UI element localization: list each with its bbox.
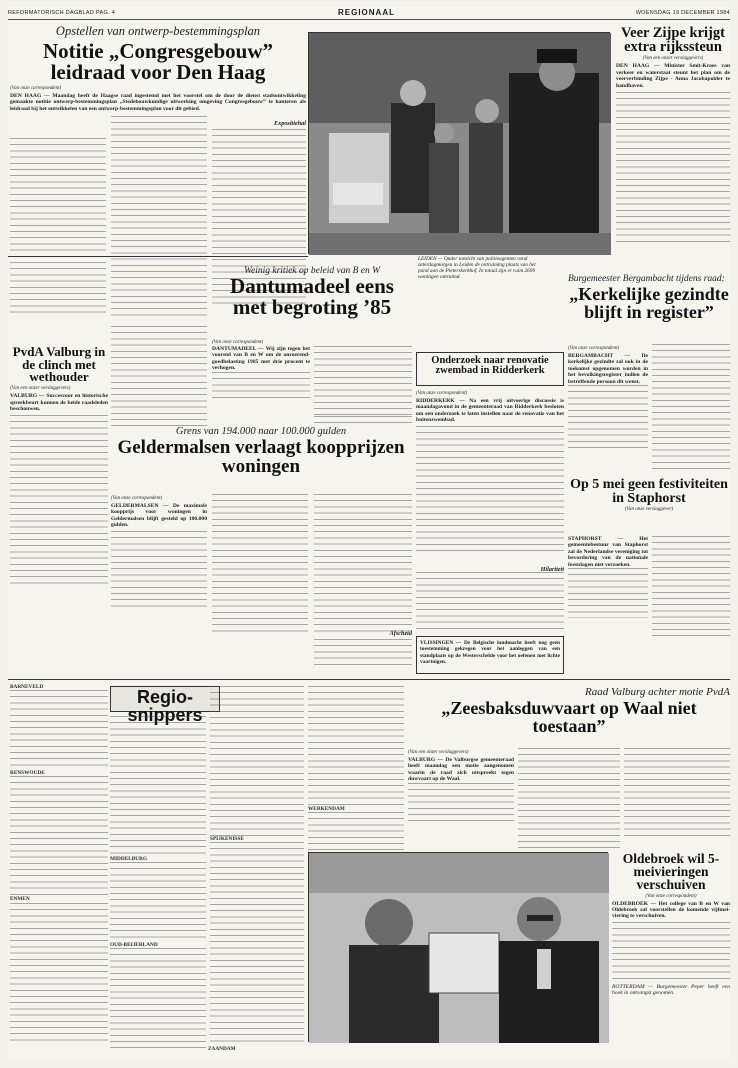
article-lead: DANTUMADEEL — Wij zijn tegen het voorstel van B en W om de onroerend-goedbelasting 1985 met drie procent te verhogen. [212,346,310,372]
article-lead: DEN HAAG — Maandag heeft de Haagse raad ingestemd met het voorstel om de door de dienst stadsontwikkeling gemaakte notitie ontwerp-bestemmingsplan „Stedebouwkundige uitwerking omgeving Congresgebouw” te hanteren als leidraad bij het ontwikkelen van een ontwerp-bestemmingsplan voor dit gebied. [10,93,306,112]
masthead-left: REFORMATORISCH DAGBLAD PAG. 4 [8,10,116,16]
article-body-col1 [10,138,106,316]
masthead-section: REGIONAAL [338,8,395,17]
article-subhead: Hilariteit [540,566,564,573]
article-bergambacht-col2 [652,344,730,474]
article-dantumadeel-head [212,266,412,346]
snippers-col2 [110,716,206,1058]
photo-caption: LEIDEN — Onder toezicht van politieagenten vond zaterdagmorgen in Leiden de ontruiming plaats van het pand aan de Pieterskerkhof. In totaal zijn er ruim 2600 woningen ontruimd. [418,256,536,280]
article-bergambacht-head [568,274,730,350]
article-lead: DEN HAAG — Minister Smit-Kroes van verkeer en waterstaat steunt het plan om de veerverbinding Zijpe - Anna Jacobapolder te handhaven. [616,63,730,89]
article-headline: Oldebroek wil 5-meivieringen verschuiven [622,851,720,893]
article-dantumadeel-col1 [212,346,310,416]
article-dantumadeel-end [314,416,412,424]
snipper-place: OUD-BEIJERLAND [110,942,158,949]
article-body-col2 [111,116,207,316]
article-dantumadeel-col2 [314,346,412,416]
article-lead: BERGAMBACHT — De kerkelijke gezindte zal ook in de toekomst opgenomen worden in het bevolkingsregister indien de betreffende persoon dit wenst. [568,353,648,385]
article-byline: (Van onze verslaggever) [624,507,674,513]
snippers-title-box [110,686,220,725]
article-subhead: Expositiehal [274,120,306,127]
snippers-col1 [10,684,108,1058]
article-kicker: Burgemeester Bergambacht tijdens raad: [568,274,725,284]
article-geldermalsen-head [111,426,411,490]
article-subhead: Afscheid [389,630,412,637]
snipper-place: WERKENDAM [308,806,345,812]
article-headline: Dantumadeel eens met begroting ’85 [230,274,394,319]
article-geldermalsen-col2 [212,494,308,634]
article-bergambacht-col1 [568,344,648,474]
article-headline: Op 5 mei geen festiviteiten in Staphorst [570,477,728,506]
article-headline: Veer Zijpe krijgt extra rijkssteun [621,25,725,56]
article-geldermalsen-col1 [111,494,207,634]
article-headline: Notitie „Congresgebouw” leidraad voor Den Haag [42,39,273,84]
masthead [8,6,730,20]
snipper-place: MIDDELBURG [110,856,148,862]
article-byline: (Van onze correspondent) [645,893,697,899]
snippers-col4 [308,686,404,866]
snipper-place: ZAANDAM [208,1046,236,1052]
article-lead: VALBURG — Succesvoor en historische spreekbeurt kunnen de beide raadsleden beschouwen. [10,393,108,413]
article-ridderkerk-body [416,389,564,569]
article-byline: (Van een onzer verslaggevers) [408,750,469,755]
article-ridderkerk-more [416,572,564,634]
article-lead-block [10,84,306,110]
article-kicker: Grens van 194.000 naar 100.000 gulden [175,426,347,437]
article-byline: (Van onze correspondent) [10,86,62,91]
article-congresgebouw-head [10,24,306,84]
notice-vlissingen [416,636,564,674]
article-zeesbaksduwvaart-col1 [408,748,514,848]
photo-book-presentation [308,852,608,1042]
article-staphorst-head [568,478,730,538]
article-lead: RIDDERKERK — Na een vrij uitvoerige discussie is maandagavond in de gemeenteraad van Ridderkerk besloten om een onderzoek te laten instellen naar de renovatie van het buitenzwembad. [416,398,564,424]
article-ridderkerk-head [416,352,564,386]
article-byline: (Van onze correspondent) [111,496,163,501]
article-headline: Geldermalsen verlaagt koopprijzen woningen [117,437,405,477]
article-oldebroek [612,852,730,1058]
article-zeesbaksduwvaart-col2 [518,748,620,848]
article-lead: GELDERMALSEN — De maximale koopprijs voor woningen in Geldermalsen blijft gesteld op 100.000 gulden. [111,503,207,529]
notice-text: VLISSINGEN — De Belgische landmacht heeft nog geen toestemming gekregen voor het aanleggen van een standplaats op de Westerschelde voor het oefenen met lichte vaartuigen. [420,640,560,666]
article-hilariteit-marker [416,566,564,572]
photo-leiden [308,32,610,254]
article-byline: (Van onze correspondent) [568,346,620,351]
article-headline: „Zeesbaksduwvaart op Waal niet toestaan” [441,698,697,736]
article-lead: OLDEBROEK — Het college van B en W van Oldebroek zal voorstellen de komende vijfmei-viering te verschuiven. [612,900,730,920]
article-staphorst-col1 [568,536,648,636]
article-byline: (Van onze correspondent) [416,391,468,396]
article-byline: (Van onze correspondent) [212,340,264,345]
photo-leiden-image [309,33,611,255]
article-kicker: Opstellen van ontwerp-bestemmingsplan [55,24,261,38]
snippers-col3 [210,686,304,1058]
article-staphorst-col2 [652,536,730,636]
article-zeesbaksduwvaart-head [408,686,730,746]
article-zeesbaksduwvaart-col3 [624,748,730,838]
article-byline: (Van een onzer verslaggevers) [642,56,704,62]
article-veer-zijpe [616,26,730,266]
snippers-title: Regio-snippers [127,687,203,725]
snipper-place: RENSWOUDE [10,770,45,777]
article-kicker: Weinig kritiek op beleid van B en W [243,266,381,276]
snipper-place: BARNEVELD [10,684,44,690]
article-headline: PvdA Valburg in de clinch met wethouder [12,344,106,385]
newspaper-page [8,6,730,1062]
article-pvda-valburg [10,346,108,606]
snipper-place: ENMEN [10,896,30,903]
article-lead: STAPHORST — Het gemeentebestuur van Staphorst zal de Nederlandse vereniging tot bevordering van de nationale feestdagen niet verzoeken. [568,536,648,568]
notice-rotterdam: ROTTERDAM — Burgemeester Peper heeft een boek in ontvangst genomen. [612,983,730,997]
article-headline: Onderzoek naar renovatie zwembad in Ridderkerk [431,355,549,377]
article-byline: (Van een onzer verslaggevers) [10,386,71,392]
article-headline: „Kerkelijke gezindte blijft in register” [569,284,729,322]
article-kicker: Raad Valburg achter motie PvdA [584,686,730,698]
photo-book-presentation-image [309,853,609,1043]
article-afscheid [314,626,412,676]
snipper-place: SPIJKENISSE [210,836,244,842]
snipper-zaandam-label [208,1046,306,1056]
masthead-date: WOENSDAG 19 DECEMBER 1984 [635,10,730,16]
article-lead: VALBURG — De Valburgse gemeenteraad heeft maandag een motie aangenomen waarin de raad zich uitspreekt tegen duwvaart op de Waal. [408,757,514,783]
article-geldermalsen-col3 [314,494,412,634]
article-body-col-extra [111,326,207,426]
